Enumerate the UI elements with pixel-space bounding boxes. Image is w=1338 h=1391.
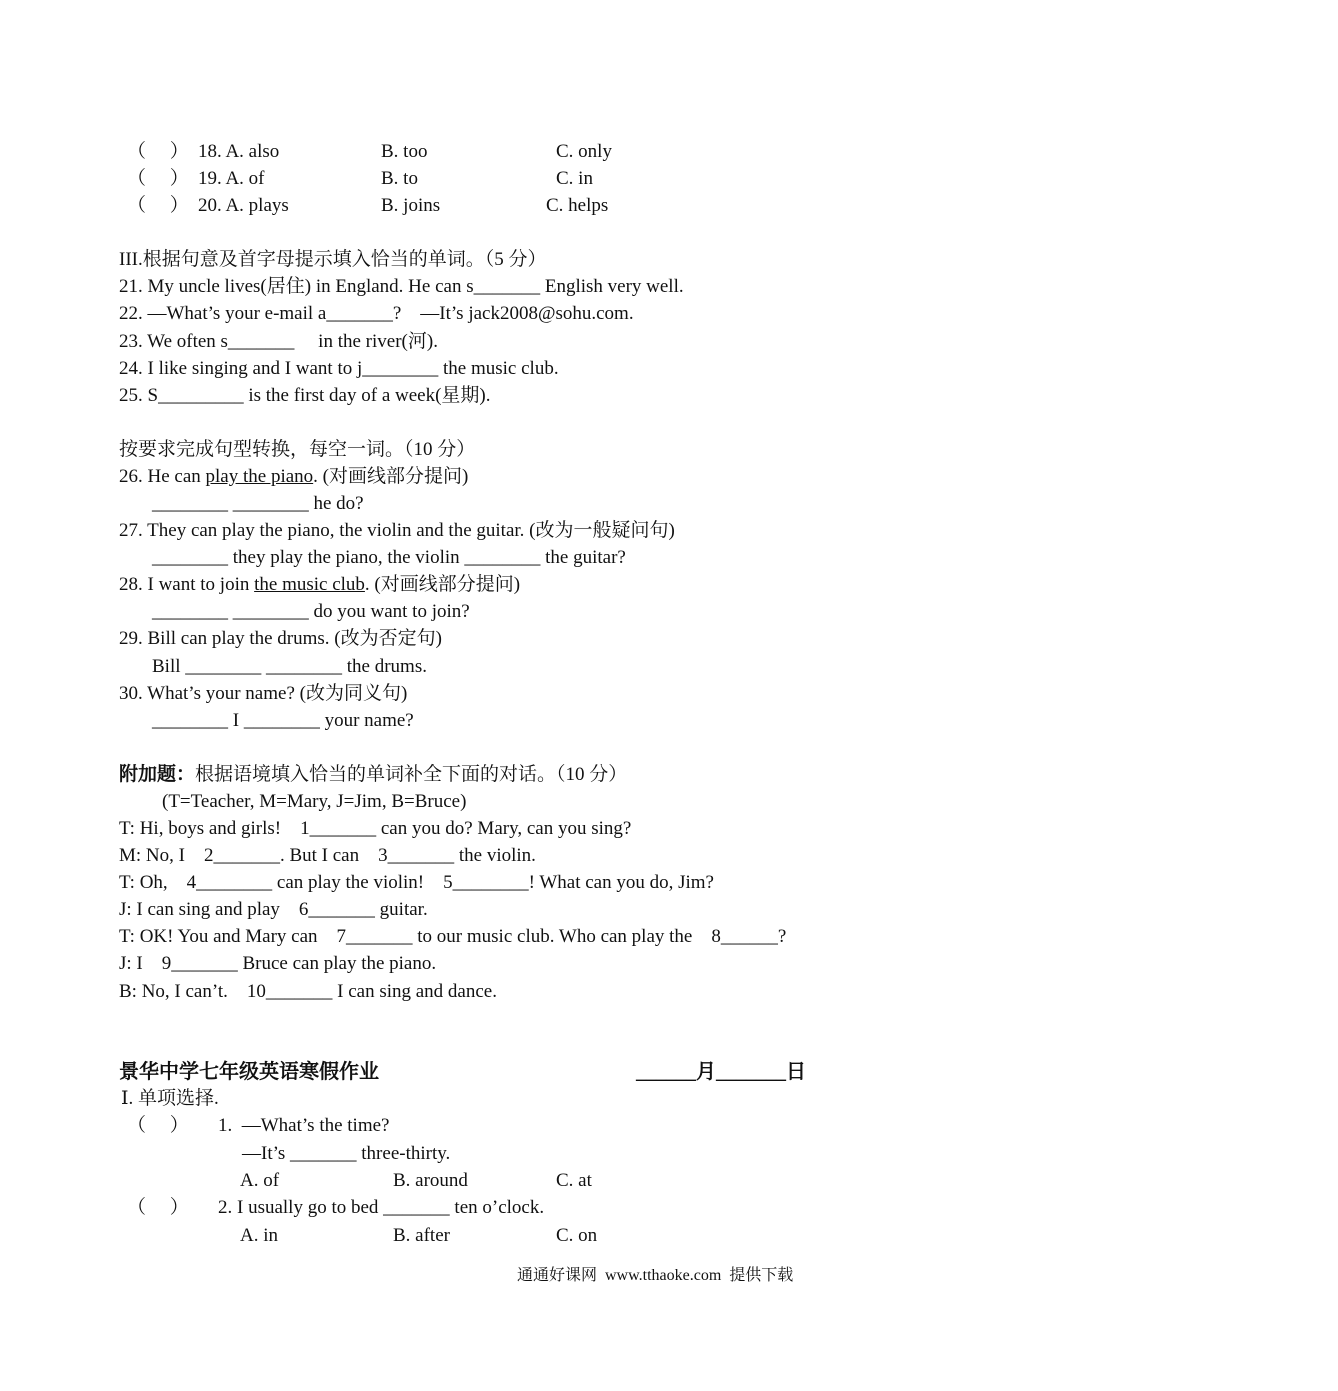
mc-option-b: B. to	[381, 168, 418, 189]
question-instruction: . (对画线部分提问)	[364, 574, 521, 595]
question-line	[119, 465, 468, 489]
mc-paren: （ ）	[127, 1115, 189, 1136]
section-title: III.根据句意及首字母提示填入恰当的单词。（5 分）	[119, 249, 547, 270]
section-title	[119, 763, 627, 787]
footer-text: 通通好课网 www.tthaoke.com 提供下载	[517, 1267, 794, 1284]
underlined-part: play the piano	[205, 466, 314, 487]
mc-paren: （ ）	[127, 141, 189, 162]
question-line: 2. I usually go to bed _______ ten o’clock.	[218, 1197, 545, 1218]
question-line: —It’s _______ three-thirty.	[242, 1143, 451, 1164]
question-line: 27. They can play the piano, the violin and the guitar. (改为一般疑问句)	[119, 520, 675, 541]
dialogue-line: B: No, I can’t. 10_______ I can sing and dance.	[119, 981, 497, 1002]
question-line: 29. Bill can play the drums. (改为否定句)	[119, 628, 442, 649]
dialogue-line: J: I can sing and play 6_______ guitar.	[119, 899, 428, 920]
question-line: 21. My uncle lives(居住) in England. He can s_______ English very well.	[119, 276, 684, 297]
mc-stem: 20. A. plays	[198, 195, 289, 216]
mc-option-b: B. joins	[381, 195, 441, 216]
underlined-part: the music club	[254, 574, 365, 595]
answer-line: ________ they play the piano, the violin ________ the guitar?	[152, 547, 626, 568]
mc-option-c: C. only	[556, 141, 612, 162]
question-line: 30. What’s your name? (改为同义句)	[119, 683, 408, 704]
mc-option-b: B. after	[393, 1225, 450, 1246]
question-text: 28. I want to join	[119, 574, 255, 595]
mc-option-a: A. of	[240, 1170, 280, 1191]
answer-line: ________ I ________ your name?	[152, 710, 414, 731]
mc-option-c: C. at	[556, 1170, 592, 1191]
mc-option-c: C. in	[556, 168, 593, 189]
mc-option-a: A. in	[240, 1225, 278, 1246]
dialogue-line: T: Oh, 4________ can play the violin! 5________! What can you do, Jim?	[119, 872, 714, 893]
section-title: 按要求完成句型转换，每空一词。（10 分）	[119, 439, 476, 460]
question-line: 1. —What’s the time?	[218, 1115, 390, 1136]
question-instruction: . (对画线部分提问)	[313, 466, 469, 487]
mc-option-b: B. too	[381, 141, 428, 162]
question-line: 23. We often s_______ in the river(河).	[119, 331, 438, 352]
dialogue-line: T: OK! You and Mary can 7_______ to our music club. Who can play the 8______?	[119, 926, 787, 947]
date-field: ______月_______日	[636, 1061, 806, 1083]
question-text: 26. He can	[119, 466, 206, 487]
dialogue-line: J: I 9_______ Bruce can play the piano.	[119, 953, 437, 974]
page-title: 景华中学七年级英语寒假作业	[119, 1061, 379, 1083]
mc-option-c: C. helps	[546, 195, 609, 216]
mc-option-c: C. on	[556, 1225, 598, 1246]
question-line	[119, 573, 520, 597]
extra-label: 附加题：	[119, 764, 196, 785]
dialogue-line: T: Hi, boys and girls! 1_______ can you do? Mary, can you sing?	[119, 818, 632, 839]
answer-line: ________ ________ do you want to join?	[152, 601, 470, 622]
mc-stem: 18. A. also	[198, 141, 280, 162]
question-line: 25. S_________ is the first day of a week(星期).	[119, 385, 491, 406]
answer-line: Bill ________ ________ the drums.	[152, 656, 427, 677]
dialogue-line: M: No, I 2_______. But I can 3_______ the violin.	[119, 845, 536, 866]
mc-stem: 19. A. of	[198, 168, 265, 189]
answer-line: ________ ________ he do?	[152, 493, 364, 514]
mc-paren: （ ）	[127, 195, 189, 216]
question-line: 22. —What’s your e-mail a_______? —It’s jack2008@sohu.com.	[119, 303, 634, 324]
section-title: Ⅰ. 单项选择.	[121, 1088, 219, 1109]
mc-option-b: B. around	[393, 1170, 468, 1191]
extra-title: 根据语境填入恰当的单词补全下面的对话。（10 分）	[195, 764, 628, 785]
mc-paren: （ ）	[127, 168, 189, 189]
mc-paren: （ ）	[127, 1197, 189, 1218]
roles-line: (T=Teacher, M=Mary, J=Jim, B=Bruce)	[162, 791, 467, 812]
question-line: 24. I like singing and I want to j________ the music club.	[119, 358, 559, 379]
